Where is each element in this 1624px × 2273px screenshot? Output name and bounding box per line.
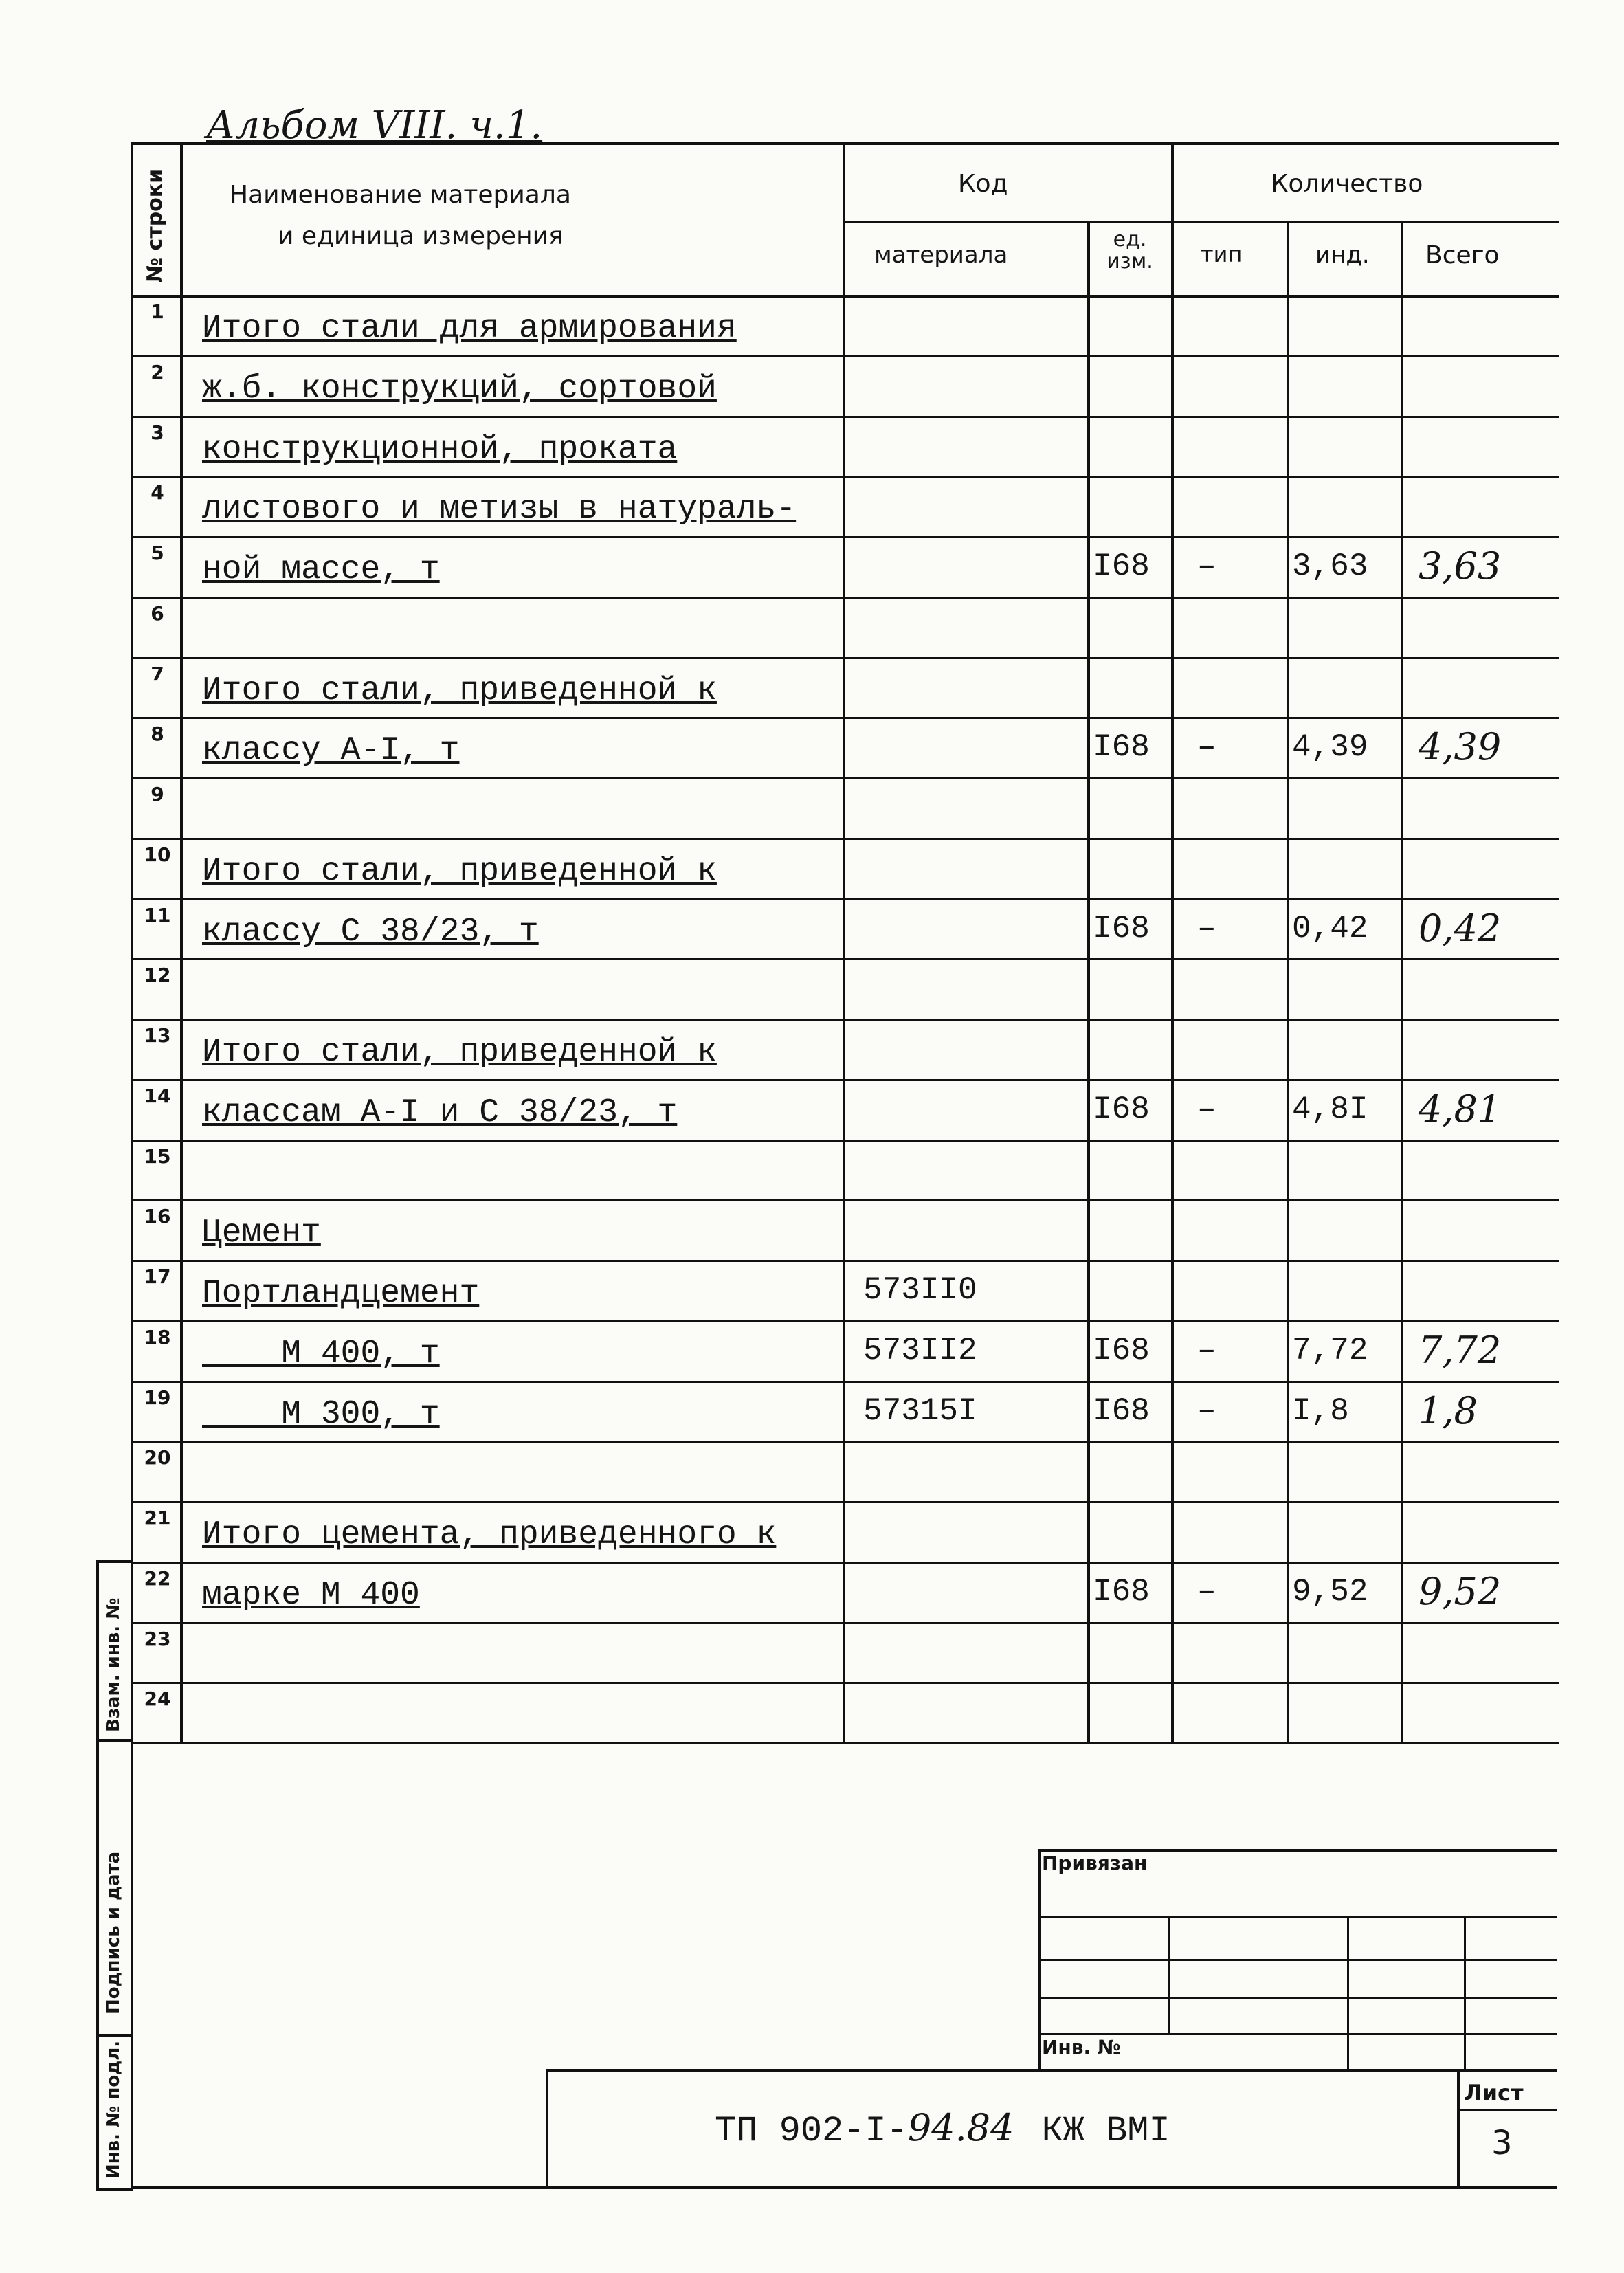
row-material-name: М 300, т [202, 1395, 440, 1433]
row-material-name: классам А-I и С 38/23, т [202, 1094, 678, 1131]
inv-no-label: Инв. № [1042, 2036, 1121, 2059]
row-unit-code: I68 [1093, 1573, 1150, 1610]
materials-table [131, 142, 1559, 1742]
row-qty-type: – [1197, 1091, 1216, 1127]
doc-code-prefix: ТП 902-I- [715, 2111, 908, 2151]
row-unit-code: I68 [1093, 548, 1150, 584]
row-material-name: Итого стали, приведенной к [202, 1034, 717, 1071]
row-number: 16 [144, 1205, 171, 1228]
qty-ind-header: инд. [1315, 241, 1370, 269]
document-code [715, 2106, 1170, 2151]
row-material-name: Итого стали, приведенной к [202, 852, 717, 890]
row-qty-type: – [1197, 1332, 1216, 1368]
row-number: 13 [144, 1024, 171, 1047]
row-material-name: конструкционной, проката [202, 430, 678, 468]
row-qty-type: – [1197, 548, 1216, 584]
album-note: Альбом VIII. ч.1. [206, 103, 543, 148]
code-group-header: Код [958, 170, 1008, 198]
row-material-code: 57315I [863, 1393, 977, 1429]
attached-label: Привязан [1042, 1852, 1148, 1874]
row-material-code: 573II0 [863, 1272, 977, 1308]
row-number: 5 [151, 542, 164, 564]
row-number: 21 [144, 1507, 171, 1529]
name-header-line2: и единица измерения [278, 222, 564, 250]
row-qty-ind: 7,72 [1292, 1332, 1368, 1368]
row-number: 20 [144, 1446, 171, 1470]
row-material-name: Итого цемента, приведенного к [202, 1516, 777, 1553]
row-number: 12 [144, 964, 171, 987]
row-number: 19 [144, 1386, 171, 1409]
row-number: 11 [144, 903, 171, 927]
row-number-header: № строки [143, 168, 167, 282]
row-number: 7 [151, 662, 164, 685]
row-material-name: ж.б. конструкций, сортовой [202, 370, 717, 408]
row-qty-type: – [1197, 1393, 1216, 1429]
row-number: 3 [151, 421, 164, 444]
row-number: 1 [151, 300, 164, 323]
row-qty-type: – [1197, 910, 1216, 946]
row-qty-ind: 0,42 [1292, 910, 1368, 946]
name-header-line1: Наименование материала [230, 181, 571, 209]
row-number: 4 [151, 481, 164, 505]
row-material-name: классу А-I, т [202, 732, 460, 770]
row-material-name: листового и метизы в натураль- [202, 491, 797, 529]
row-qty-ind: I,8 [1292, 1393, 1349, 1429]
sheet-number: 3 [1491, 2124, 1513, 2162]
row-material-name: М 400, т [202, 1335, 440, 1373]
row-number: 23 [144, 1627, 171, 1650]
row-unit-code: I68 [1093, 729, 1150, 766]
row-qty-total: 3,63 [1419, 544, 1502, 588]
row-qty-total: 4,81 [1419, 1087, 1502, 1131]
row-number: 6 [151, 601, 164, 625]
row-qty-type: – [1197, 1573, 1216, 1610]
row-material-name: Портландцемент [202, 1275, 480, 1312]
qty-type-header: тип [1201, 241, 1243, 267]
sheet-label: Лист [1464, 2080, 1524, 2106]
doc-code-suffix: КЖ ВМI [1041, 2111, 1170, 2151]
row-number: 9 [151, 783, 164, 806]
side-label-inv-orig: Инв. № подл. [103, 2040, 124, 2179]
row-qty-ind: 9,52 [1292, 1573, 1368, 1610]
row-number: 2 [151, 360, 164, 384]
row-material-name: классу С 38/23, т [202, 913, 539, 951]
row-material-name: Итого стали, приведенной к [202, 672, 717, 709]
row-qty-type: – [1197, 729, 1216, 766]
row-unit-code: I68 [1093, 1393, 1150, 1429]
row-number: 22 [144, 1566, 171, 1590]
row-number: 24 [144, 1687, 171, 1711]
qty-total-header: Всего [1425, 241, 1500, 269]
row-number: 10 [144, 843, 171, 866]
row-qty-ind: 4,39 [1292, 729, 1368, 766]
row-number: 17 [144, 1265, 171, 1288]
quantity-group-header: Количество [1271, 170, 1423, 198]
row-qty-total: 9,52 [1419, 1569, 1502, 1613]
code-material-header: материала [874, 241, 1008, 269]
row-number: 18 [144, 1325, 171, 1349]
row-number: 14 [144, 1084, 171, 1107]
row-qty-ind: 3,63 [1292, 548, 1368, 584]
row-material-name: ной массе, т [202, 551, 440, 588]
row-qty-total: 1,8 [1419, 1388, 1478, 1432]
row-unit-code: I68 [1093, 1332, 1150, 1368]
code-unit-header: ед. изм. [1106, 228, 1153, 274]
doc-code-hand: 94.84 [907, 2106, 1014, 2149]
row-qty-total: 7,72 [1419, 1328, 1502, 1372]
side-label-sign-date: Подпись и дата [103, 1851, 124, 2014]
row-material-name: Цемент [202, 1215, 321, 1252]
row-unit-code: I68 [1093, 910, 1150, 946]
row-material-name: Итого стали для армирования [202, 310, 737, 347]
row-unit-code: I68 [1093, 1091, 1150, 1127]
row-number: 15 [144, 1144, 171, 1168]
row-qty-total: 0,42 [1419, 906, 1502, 950]
row-qty-ind: 4,8I [1292, 1091, 1368, 1127]
side-label-inv-no: Взам. инв. № [103, 1597, 124, 1732]
row-number: 8 [151, 722, 164, 746]
row-qty-total: 4,39 [1419, 725, 1502, 769]
row-material-name: марке М 400 [202, 1576, 420, 1614]
row-material-code: 573II2 [863, 1332, 977, 1368]
